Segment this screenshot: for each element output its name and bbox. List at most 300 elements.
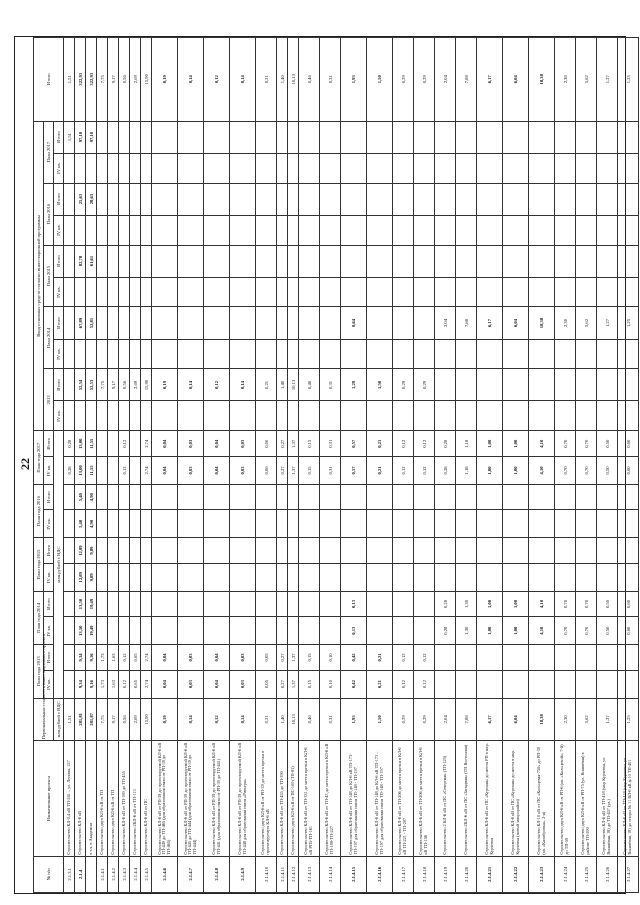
cell-v17 — [204, 121, 230, 153]
cell-p15 — [618, 538, 639, 564]
cell-p15 — [178, 563, 204, 591]
cell-cost: 281,87 — [86, 698, 97, 741]
cell-v14 — [414, 339, 435, 369]
cell-v13 — [141, 401, 152, 431]
cell-p14: 0,60 — [618, 617, 639, 645]
cell-p17: 0,28 — [64, 457, 75, 485]
cell-v13 — [618, 369, 639, 401]
cell-tot: 5,62 — [576, 38, 597, 122]
cell-p14 — [178, 617, 204, 645]
cell-p17: 4,10 — [529, 457, 555, 485]
cell-p14 — [204, 617, 230, 645]
itogo-a13: Итого — [54, 369, 64, 401]
cell-p15 — [393, 563, 414, 591]
cell-v14: 6,04 — [503, 307, 529, 339]
cell-v15 — [341, 245, 367, 277]
cell-v13 — [204, 401, 230, 431]
cell-v14: 5,62 — [576, 307, 597, 339]
cell-name: Строительство КЛ-6 кВ от ТП-418 (мкр Курчевка, ул. Вишнёвая, 18) до ТП-457 (ул.) — [597, 741, 618, 856]
cell-name: Строительство КЛ-6 кВ от ТП-43 до места врезки в КЛ-6 кВ ТП-189-ТП-227 — [320, 741, 341, 856]
cell-p15 — [477, 538, 503, 564]
cell-p14 — [64, 617, 75, 645]
cell-v16 — [456, 215, 477, 245]
cell-v16 — [529, 183, 555, 215]
cell-p14: 0,28 — [435, 617, 456, 645]
cell-tot: 0,14 — [230, 38, 256, 122]
cell-p14 — [152, 591, 178, 617]
cell-p15 — [456, 538, 477, 564]
cell-num: 2.1.4.15 — [341, 856, 367, 892]
cell-cost: 0,56 — [119, 698, 130, 741]
cell-v13 — [456, 369, 477, 401]
cell-cost: 0,19 — [152, 698, 178, 741]
cell-p16 — [97, 510, 108, 538]
cell-v16 — [367, 215, 393, 245]
cell-p17 — [130, 457, 141, 485]
cell-v17 — [178, 153, 204, 183]
cell-v16 — [576, 183, 597, 215]
table-row — [414, 38, 435, 893]
cell-v14 — [456, 339, 477, 369]
cell-p15 — [108, 563, 119, 591]
cell-p13 — [597, 670, 618, 698]
cell-p15 — [320, 538, 341, 564]
cell-v14: 0,64 — [341, 307, 367, 339]
cell-v15 — [130, 245, 141, 277]
cell-p14 — [367, 591, 393, 617]
cell-p14 — [414, 591, 435, 617]
q4-2016: IV кв. — [44, 510, 54, 538]
cell-name: Строительство 2КЛ-6 кВ от ПС «Западная» (ТП Восточная) — [456, 741, 477, 856]
cell-v15 — [503, 277, 529, 307]
cell-v14 — [299, 307, 320, 339]
cell-p13 — [555, 645, 576, 671]
cell-v16 — [320, 215, 341, 245]
cell-v17 — [477, 153, 503, 183]
cell-p13: 0,03 — [178, 645, 204, 671]
cell-v13: 1,29 — [341, 369, 367, 401]
cell-p17: 0,57 — [341, 431, 367, 457]
cell-name: Строительство КЛ-6 кВ от ТП-206 до места врезки в КЛ-6 кВ ТП-156 — [414, 741, 435, 856]
cell-p15 — [576, 538, 597, 564]
cell-v13 — [456, 401, 477, 431]
cell-v15 — [555, 277, 576, 307]
cell-p13: 0,04 — [204, 645, 230, 671]
cell-v15 — [503, 245, 529, 277]
cell-p13: 0,04 — [152, 645, 178, 671]
cell-v14: 2,30 — [555, 307, 576, 339]
cell-tot: 1,51 — [64, 38, 75, 122]
cell-v14 — [597, 339, 618, 369]
cell-p13 — [529, 670, 555, 698]
cell-v13 — [503, 369, 529, 401]
cell-v15 — [299, 245, 320, 277]
cell-v16 — [119, 183, 130, 215]
cell-p16 — [477, 510, 503, 538]
cell-v15 — [393, 245, 414, 277]
table-row — [97, 38, 108, 893]
cell-p16 — [204, 510, 230, 538]
cell-v17 — [555, 121, 576, 153]
cell-tot: 0,29 — [414, 38, 435, 122]
cell-p17: 0,70 — [555, 457, 576, 485]
cell-v13 — [618, 401, 639, 431]
cell-v13 — [277, 401, 288, 431]
cell-num: 2.1.4.27 — [618, 856, 639, 892]
cell-p17: 0,04 — [204, 431, 230, 457]
cell-v15 — [414, 245, 435, 277]
cell-v17 — [393, 153, 414, 183]
cell-cost: 9,17 — [108, 698, 119, 741]
cell-v16 — [555, 183, 576, 215]
cell-v14 — [503, 339, 529, 369]
cell-v15 — [108, 245, 119, 277]
cell-v17 — [178, 121, 204, 153]
table-row — [299, 38, 320, 893]
cell-v14 — [130, 307, 141, 339]
cell-p13: 0,03 — [230, 645, 256, 671]
cell-p16 — [435, 510, 456, 538]
cell-p17: 0,27 — [277, 431, 288, 457]
cell-v17 — [503, 153, 529, 183]
cell-v16 — [86, 215, 97, 245]
year-2013: 2013 — [44, 369, 54, 431]
cell-p13: 2,74 — [141, 670, 152, 698]
cell-v17 — [618, 153, 639, 183]
itogo-a17: Итого — [54, 121, 64, 153]
cell-v17 — [97, 153, 108, 183]
cell-num: 2.1.4.2 — [108, 856, 119, 892]
table-row — [367, 38, 393, 893]
cell-p16: 5,40 — [75, 510, 86, 538]
cell-v17 — [414, 153, 435, 183]
cell-v13 — [152, 401, 178, 431]
cell-tot: 1,27 — [597, 38, 618, 122]
table-row — [288, 38, 299, 893]
table-row — [618, 38, 639, 893]
cell-v16 — [230, 183, 256, 215]
cell-p16 — [152, 510, 178, 538]
cell-p14: 0,60 — [618, 591, 639, 617]
cell-name: Строительство КЛ-6 кВ от ПС «Курская» до места РП в мкр. Курчевка — [477, 741, 503, 856]
q4-a17: IV кв. — [54, 153, 64, 183]
cell-v17 — [597, 153, 618, 183]
cell-cost: 0,29 — [414, 698, 435, 741]
cell-p15 — [130, 563, 141, 591]
cell-v14 — [130, 339, 141, 369]
cell-p14: 1,30 — [456, 617, 477, 645]
cell-name: Строительство КЛ-6 кВ от ТП-206 до места врезки в КЛ-6 кВ ТП-221 - ТП-207 — [393, 741, 414, 856]
cell-p15 — [477, 563, 503, 591]
cell-v13 — [597, 401, 618, 431]
cell-p16 — [97, 484, 108, 510]
cell-name: Строительство КЛ-6 кВ — [75, 741, 86, 856]
cell-num: 2.1.4.23 — [529, 856, 555, 892]
cell-p17: 2,74 — [141, 431, 152, 457]
cell-v15 — [477, 277, 503, 307]
cell-v17 — [456, 153, 477, 183]
cell-p15 — [230, 563, 256, 591]
cell-num: 2.1.4.1 — [97, 856, 108, 892]
cell-p17: 13,00 — [75, 431, 86, 457]
cell-num: 2.1.4.19 — [435, 856, 456, 892]
itogo-a16: Итого — [54, 183, 64, 215]
cell-p16 — [576, 484, 597, 510]
cell-p14 — [108, 617, 119, 645]
cell-v14: 67,89 — [75, 307, 86, 339]
cell-v16 — [618, 183, 639, 215]
q4-2013: IV кв. — [44, 670, 54, 698]
cell-p15: 12,89 — [75, 538, 86, 564]
cell-p13: 0,04 — [152, 670, 178, 698]
cell-cost: 7,88 — [456, 698, 477, 741]
cell-p16 — [130, 484, 141, 510]
cell-v15 — [414, 277, 435, 307]
cell-p13 — [456, 670, 477, 698]
cell-num: 2.1.4.25 — [576, 856, 597, 892]
cell-p15 — [555, 563, 576, 591]
cell-p14 — [277, 617, 288, 645]
cell-v15 — [75, 277, 86, 307]
cell-v13: 0,29 — [414, 369, 435, 401]
cell-v13: 0,29 — [393, 369, 414, 401]
q4-a15: IV кв. — [54, 277, 64, 307]
cell-v13 — [529, 401, 555, 431]
cell-p13: 9,34 — [75, 645, 86, 671]
cell-p13: 1,37 — [288, 645, 299, 671]
cell-v15 — [320, 277, 341, 307]
cell-cost: 6,17 — [477, 698, 503, 741]
cell-v13 — [64, 369, 75, 401]
table-row — [576, 38, 597, 893]
cell-p14 — [130, 617, 141, 645]
cell-v13: 9,17 — [108, 369, 119, 401]
q4-2017: IV кв. — [44, 457, 54, 485]
cell-p13: 0,12 — [393, 645, 414, 671]
cell-name: Строительство КЛ-6 кВ от РП-39 до проектируемой КЛ-6 кВ ТП-448 для образования связи «Ривьера» — [230, 741, 256, 856]
cell-v13 — [230, 401, 256, 431]
table-row — [204, 38, 230, 893]
cell-v15 — [288, 245, 299, 277]
cell-v16 — [97, 215, 108, 245]
cell-name: Строительство КЛ-10 кВ от ПС «Кольцевая-750» до РП-30 (кв. «Калибровка», 2-я) — [529, 741, 555, 856]
table-row — [435, 38, 456, 893]
cell-v14: 52,81 — [86, 307, 97, 339]
cell-v17 — [341, 121, 367, 153]
table-row — [393, 38, 414, 893]
cell-p16 — [152, 484, 178, 510]
cell-v14 — [204, 307, 230, 339]
cell-tot: 0,56 — [119, 38, 130, 122]
col-cost-header: Первоначальная стоимость инвестиционного проекта — [34, 698, 54, 741]
cell-num: 2.1.4.7 — [178, 856, 204, 892]
cell-p17: 1,37 — [288, 431, 299, 457]
cell-p14: 1,00 — [503, 617, 529, 645]
cell-v17 — [204, 153, 230, 183]
cell-p13 — [435, 645, 456, 671]
cell-v15 — [456, 245, 477, 277]
cell-p13: 0,21 — [367, 670, 393, 698]
cell-cost: 0,14 — [178, 698, 204, 741]
cell-v13: 10,13 — [288, 369, 299, 401]
cell-v16 — [414, 183, 435, 215]
cell-v16 — [555, 215, 576, 245]
cell-v16 — [288, 183, 299, 215]
cell-tot: 0,12 — [204, 38, 230, 122]
cell-p14: 13,50 — [75, 617, 86, 645]
cell-v16 — [130, 183, 141, 215]
cell-p13: 0,10 — [320, 670, 341, 698]
cell-p13: 0,27 — [277, 645, 288, 671]
cell-v17 — [576, 121, 597, 153]
cell-p13: 1,73 — [97, 645, 108, 671]
itogo-2016: Итого — [44, 484, 54, 510]
cell-p14 — [256, 617, 277, 645]
cell-p15 — [367, 563, 393, 591]
cell-p14: 19,49 — [86, 617, 97, 645]
cell-cost: 0,31 — [320, 698, 341, 741]
cell-v13: 52,53 — [86, 369, 97, 401]
cell-v13 — [288, 401, 299, 431]
cell-tot: 9,17 — [108, 38, 119, 122]
cell-v14 — [367, 307, 393, 339]
cell-p17: 0,03 — [178, 431, 204, 457]
cell-p17: 0,12 — [414, 457, 435, 485]
cell-p13: 1,63 — [108, 670, 119, 698]
cell-p16 — [341, 510, 367, 538]
cell-cost: 1,50 — [367, 698, 393, 741]
cell-p15 — [204, 538, 230, 564]
header-row-1 — [34, 38, 44, 893]
cell-cost: 1,93 — [341, 698, 367, 741]
cell-p14 — [414, 617, 435, 645]
cell-p15 — [178, 538, 204, 564]
cell-name: Строительство КЛ-6 кВ от ТП-331 до места врезки в КЛ-6 кВ РП5-ТП-161 — [299, 741, 320, 856]
cell-p17: 0,15 — [299, 431, 320, 457]
cell-p16 — [64, 484, 75, 510]
cell-name: Строительство 2КЛ-6 кВ от ТП-113 — [130, 741, 141, 856]
cell-p14: 0,28 — [435, 591, 456, 617]
cell-p16 — [288, 484, 299, 510]
cell-p15 — [130, 538, 141, 564]
cell-v17 — [435, 153, 456, 183]
cell-v13 — [119, 401, 130, 431]
cell-v17 — [230, 121, 256, 153]
cell-cost: 5,62 — [576, 698, 597, 741]
cell-v15 — [477, 245, 503, 277]
cell-p17: 0,27 — [277, 457, 288, 485]
cell-p16 — [108, 484, 119, 510]
cell-num: 2.1.4.4 — [130, 856, 141, 892]
table-row — [178, 38, 204, 893]
cell-v16 — [178, 183, 204, 215]
cell-v13: 1,40 — [277, 369, 288, 401]
cell-p14 — [367, 617, 393, 645]
cell-v13 — [555, 401, 576, 431]
cell-p13: 0,03 — [178, 670, 204, 698]
cell-v15 — [320, 245, 341, 277]
itogo-2014: Итого — [44, 591, 54, 617]
cell-p15 — [119, 563, 130, 591]
cell-v14 — [277, 339, 288, 369]
plan2014-header: План года 2014 — [34, 591, 44, 644]
cell-num: 2.1.4.22 — [503, 856, 529, 892]
cell-p13: 0,03 — [230, 670, 256, 698]
cell-p13: 0,10 — [320, 645, 341, 671]
cell-p16 — [597, 510, 618, 538]
cell-v17 — [256, 153, 277, 183]
cell-tot: 7,75 — [97, 38, 108, 122]
table-row — [456, 38, 477, 893]
year-2014: План 2014 — [44, 307, 54, 369]
cell-tot: 18,38 — [529, 38, 555, 122]
cell-tot: 15,90 — [141, 38, 152, 122]
cell-tot: 0,21 — [256, 38, 277, 122]
cell-v15 — [529, 277, 555, 307]
cell-v14 — [119, 307, 130, 339]
cell-v16 — [503, 215, 529, 245]
cell-v13: 0,14 — [230, 369, 256, 401]
cell-v13: 0,19 — [152, 369, 178, 401]
cell-v14 — [152, 339, 178, 369]
cell-v16 — [277, 215, 288, 245]
cell-v13 — [178, 401, 204, 431]
cell-v17 — [230, 153, 256, 183]
cell-cost: 2,30 — [555, 698, 576, 741]
cell-p13: 9,16 — [86, 670, 97, 698]
cell-v14 — [97, 307, 108, 339]
cell-v17 — [141, 153, 152, 183]
cell-v17 — [597, 121, 618, 153]
cell-p15 — [152, 563, 178, 591]
table-body — [64, 38, 639, 893]
cell-p16 — [130, 510, 141, 538]
cell-p13 — [477, 670, 503, 698]
cell-p14 — [97, 617, 108, 645]
cell-v16 — [597, 183, 618, 215]
cell-p14 — [141, 591, 152, 617]
cell-v17 — [108, 153, 119, 183]
cell-p16 — [618, 484, 639, 510]
cell-name: Строительство двух КЛ-6 кВ от ТП — [108, 741, 119, 856]
cell-p14: 4,10 — [529, 617, 555, 645]
cell-num: 2.1.4.9 — [230, 856, 256, 892]
cell-p16 — [456, 484, 477, 510]
cell-p16 — [435, 484, 456, 510]
cell-name: Строительство двух КЛ-6 кВ от РП-6 (кв. «Кольцевой», 7-й) до ТП-59 — [555, 741, 576, 856]
cell-p13 — [618, 670, 639, 698]
investment-table — [33, 37, 639, 893]
cell-v16: 28,63 — [86, 183, 97, 215]
cell-v16 — [141, 183, 152, 215]
cell-num: 2.1.4.20 — [456, 856, 477, 892]
cell-v15 — [597, 245, 618, 277]
table-row — [529, 38, 555, 893]
cell-p16 — [555, 510, 576, 538]
cell-v14 — [277, 307, 288, 339]
cell-p16 — [477, 484, 503, 510]
cell-p17: 0,60 — [618, 431, 639, 457]
cell-p16 — [341, 484, 367, 510]
cell-p17: 0,70 — [576, 431, 597, 457]
table-row — [119, 38, 130, 893]
cell-p13: 0,12 — [119, 645, 130, 671]
cell-v17 — [64, 153, 75, 183]
cell-v14 — [141, 307, 152, 339]
cell-v16 — [618, 215, 639, 245]
cell-v13 — [477, 369, 503, 401]
cell-v16 — [108, 183, 119, 215]
